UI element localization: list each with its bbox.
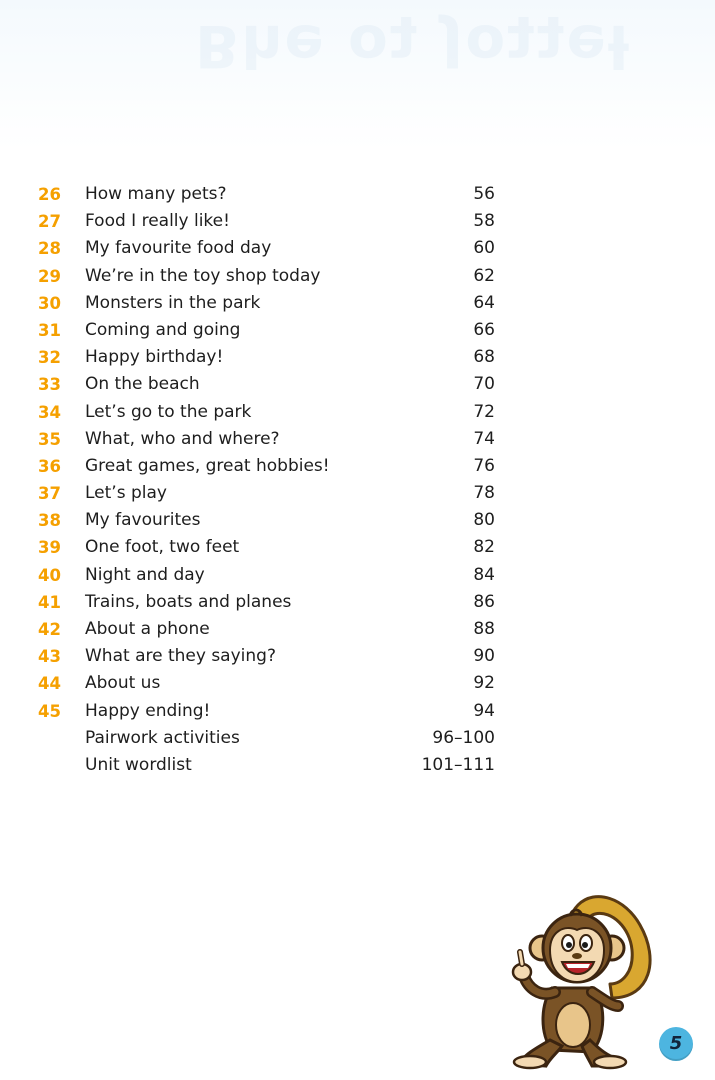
- page-reference: 66: [473, 319, 495, 340]
- unit-number: 42: [38, 620, 61, 639]
- unit-title: Happy birthday!: [85, 347, 224, 368]
- page-reference: 101–111: [421, 754, 495, 775]
- contents-list: [0, 181, 715, 779]
- page-reference: 72: [473, 401, 495, 422]
- contents-row: [0, 670, 715, 697]
- unit-title: My favourite food day: [85, 238, 272, 259]
- contents-row: [0, 480, 715, 507]
- page-reference: 84: [473, 564, 495, 585]
- unit-number: 33: [38, 375, 61, 395]
- page-number: 5: [669, 1033, 683, 1054]
- unit-number: 44: [38, 674, 61, 694]
- unit-title: Unit wordlist: [85, 754, 192, 775]
- page-header: [0, 0, 715, 150]
- unit-number: 41: [38, 592, 61, 612]
- unit-title: Night and day: [85, 564, 205, 585]
- contents-row: [0, 616, 715, 643]
- unit-title: What are they saying?: [85, 646, 276, 667]
- page-reference: 64: [473, 292, 495, 313]
- contents-row: [0, 752, 715, 779]
- contents-row: [0, 344, 715, 371]
- contents-row: [0, 426, 715, 453]
- contents-row: [0, 643, 715, 670]
- page-reference: 96–100: [432, 727, 495, 748]
- unit-title: Trains, boats and planes: [85, 591, 292, 612]
- contents-row: [0, 235, 715, 262]
- unit-number: 40: [38, 565, 61, 585]
- unit-number: 36: [38, 456, 61, 476]
- contents-row: [0, 181, 715, 208]
- contents-row: [0, 263, 715, 290]
- unit-number: 37: [38, 484, 61, 504]
- unit-number: 34: [38, 402, 61, 422]
- unit-title: About a phone: [85, 619, 210, 639]
- unit-title: Food I really like!: [85, 211, 230, 232]
- unit-number: 38: [38, 511, 61, 531]
- unit-title: How many pets?: [85, 184, 227, 204]
- unit-number: 43: [38, 647, 61, 667]
- unit-title: On the beach: [85, 374, 200, 395]
- unit-title: Let’s play: [85, 483, 167, 504]
- unit-number: 29: [38, 266, 61, 286]
- unit-number: 32: [38, 348, 61, 368]
- page-reference: 62: [473, 265, 495, 286]
- unit-title: Coming and going: [85, 319, 241, 340]
- page-reference: 76: [473, 455, 495, 476]
- unit-title: Happy ending!: [85, 700, 211, 721]
- page-reference: 86: [473, 591, 495, 612]
- contents-row: [0, 534, 715, 561]
- contents-row: [0, 507, 715, 534]
- unit-title: One foot, two feet: [85, 537, 240, 558]
- contents-row: [0, 562, 715, 589]
- page-reference: 58: [473, 211, 495, 232]
- unit-title: Let’s go to the park: [85, 401, 252, 422]
- contents-row: [0, 290, 715, 317]
- page-reference: 74: [473, 428, 495, 449]
- unit-number: 26: [38, 185, 61, 204]
- contents-row: [0, 317, 715, 344]
- unit-number: 45: [38, 701, 61, 721]
- page-reference: 82: [473, 537, 495, 558]
- page-reference: 94: [473, 700, 495, 721]
- unit-number: 39: [38, 538, 61, 558]
- unit-title: My favourites: [85, 510, 201, 531]
- page-reference: 70: [473, 374, 495, 395]
- unit-number: 30: [38, 293, 61, 313]
- page-reference: 88: [473, 619, 495, 639]
- contents-row: [0, 399, 715, 426]
- unit-title: Great games, great hobbies!: [85, 455, 330, 476]
- unit-title: Pairwork activities: [85, 727, 240, 748]
- unit-number: 27: [38, 212, 61, 232]
- contents-row: [0, 371, 715, 398]
- unit-title: About us: [85, 673, 161, 694]
- page-reference: 56: [473, 184, 495, 204]
- page-reference: 92: [473, 673, 495, 694]
- page-reference: 68: [473, 347, 495, 368]
- page-reference: 60: [473, 238, 495, 259]
- page-reference: 90: [473, 646, 495, 667]
- page-reference: 78: [473, 483, 495, 504]
- contents-row: [0, 589, 715, 616]
- unit-title: We’re in the toy shop today: [85, 265, 321, 286]
- unit-number: 35: [38, 429, 61, 449]
- unit-title: Monsters in the park: [85, 292, 261, 313]
- monkey-icon: [500, 880, 665, 1070]
- page-reference: 80: [473, 510, 495, 531]
- unit-number: 28: [38, 239, 61, 259]
- header-bleed-through-text: Bhe oʇ Joʇʇeƚ: [195, 12, 631, 80]
- unit-number: 31: [38, 320, 61, 340]
- contents-row: [0, 698, 715, 725]
- page-number-badge: [659, 1027, 693, 1061]
- contents-row: [0, 453, 715, 480]
- unit-title: What, who and where?: [85, 428, 280, 449]
- contents-row: [0, 725, 715, 752]
- contents-row: [0, 208, 715, 235]
